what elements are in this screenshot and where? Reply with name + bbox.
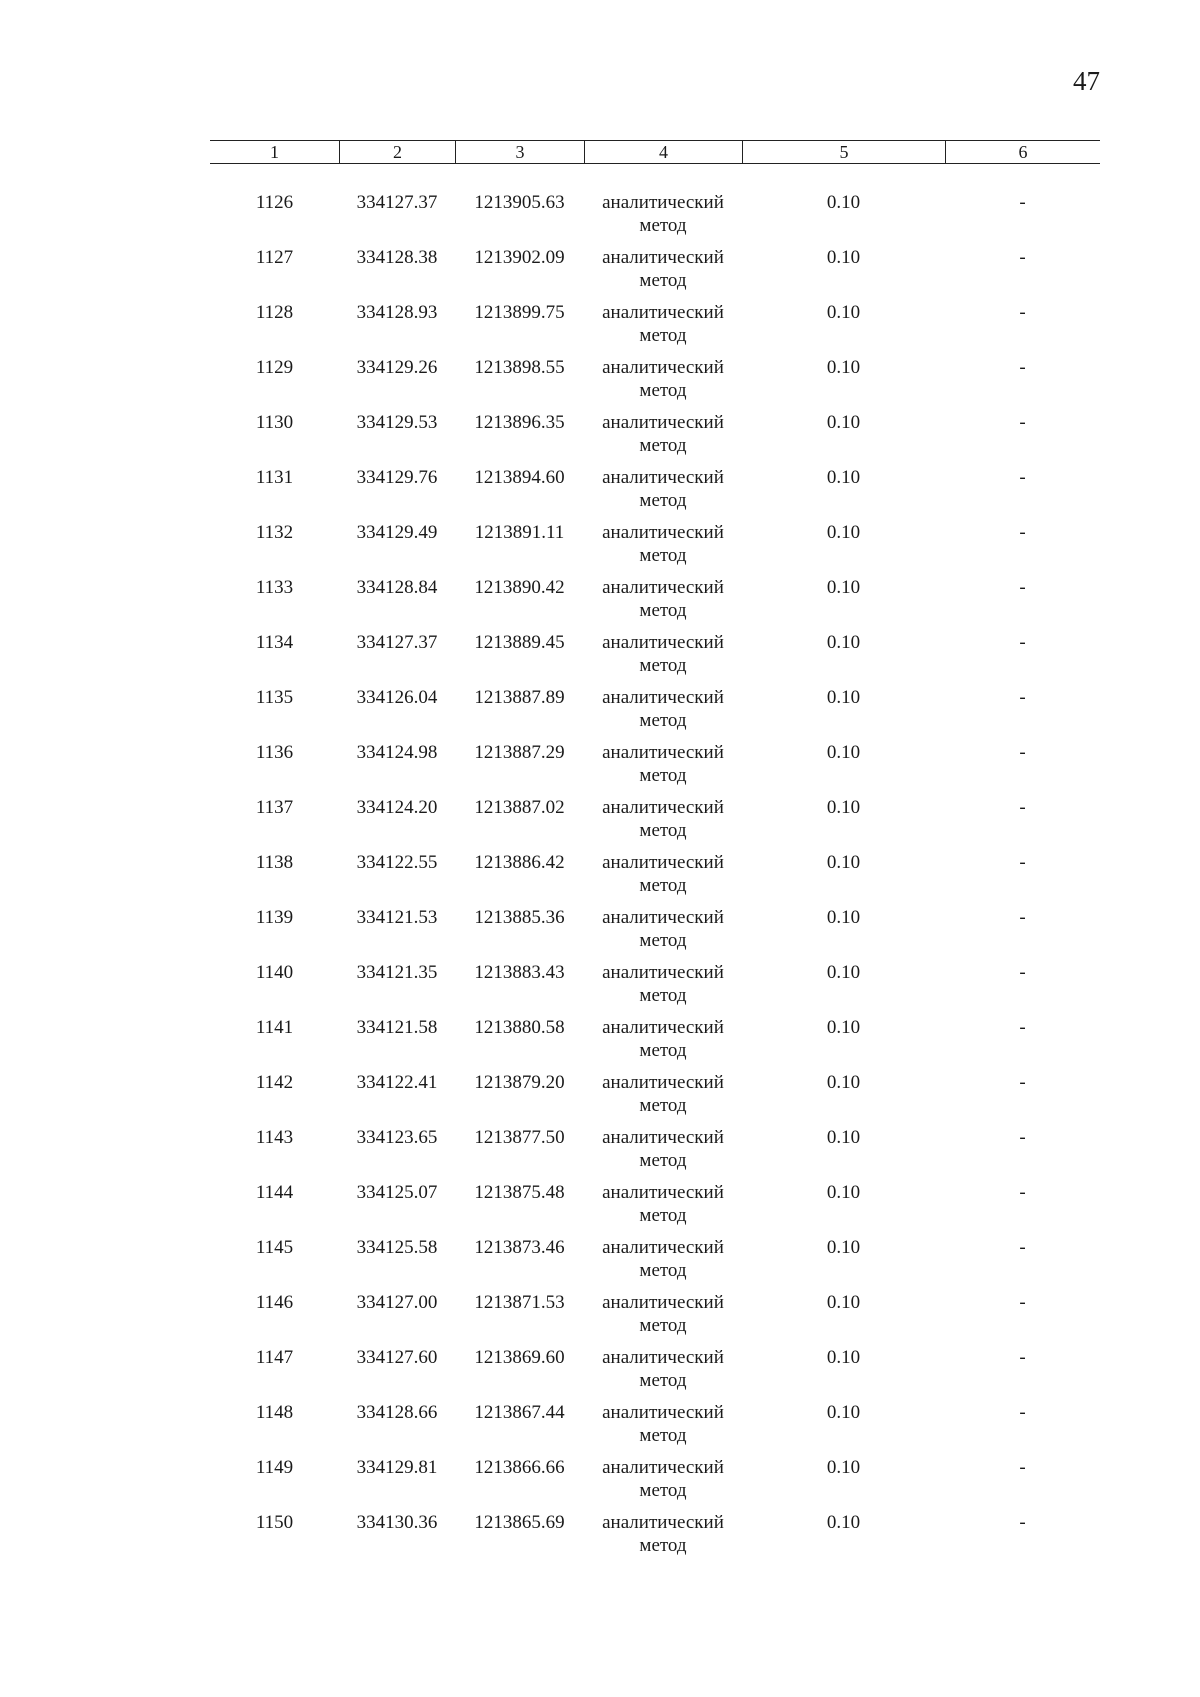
- method-line-2: метод: [639, 1260, 687, 1281]
- table-row: [210, 961, 1100, 1016]
- accuracy-cell: 0.10: [826, 1512, 861, 1533]
- y-coordinate-cell: 1213886.42: [474, 852, 565, 873]
- point-number-cell: 1141: [255, 1017, 294, 1038]
- accuracy-cell: 0.10: [826, 412, 861, 433]
- accuracy-cell: 0.10: [826, 247, 861, 268]
- method-line-2: метод: [639, 490, 687, 511]
- method-line-1: аналитический: [602, 1402, 724, 1423]
- method-line-2: метод: [639, 1150, 687, 1171]
- method-line-1: аналитический: [602, 852, 724, 873]
- y-coordinate-cell: 1213889.45: [474, 632, 565, 653]
- method-line-1: аналитический: [602, 247, 724, 268]
- x-coordinate-cell: 334128.93: [356, 302, 438, 323]
- x-coordinate-cell: 334124.20: [356, 797, 438, 818]
- note-cell: -: [1019, 1347, 1026, 1368]
- table-row: [210, 906, 1100, 961]
- method-line-2: метод: [639, 545, 687, 566]
- accuracy-cell: 0.10: [826, 577, 861, 598]
- method-line-2: метод: [639, 820, 687, 841]
- method-cell: [584, 521, 742, 576]
- note-cell: -: [1019, 302, 1026, 323]
- x-coordinate-cell: 334127.00: [356, 1292, 438, 1313]
- y-coordinate-cell: 1213867.44: [474, 1402, 565, 1423]
- table-row: [210, 686, 1100, 741]
- y-coordinate-cell: 1213894.60: [474, 467, 565, 488]
- y-coordinate-cell: 1213875.48: [474, 1182, 565, 1203]
- x-coordinate-cell: 334125.58: [356, 1237, 438, 1258]
- note-cell: -: [1019, 962, 1026, 983]
- method-cell: [584, 1291, 742, 1346]
- method-cell: [584, 191, 742, 246]
- accuracy-cell: 0.10: [826, 357, 861, 378]
- table-row: [210, 1511, 1100, 1566]
- table-row: [210, 796, 1100, 851]
- accuracy-cell: 0.10: [826, 1347, 861, 1368]
- table-row: [210, 851, 1100, 906]
- x-coordinate-cell: 334129.53: [356, 412, 438, 433]
- accuracy-cell: 0.10: [826, 962, 861, 983]
- x-coordinate-cell: 334129.81: [356, 1457, 438, 1478]
- method-line-2: метод: [639, 875, 687, 896]
- method-cell: [584, 1401, 742, 1456]
- note-cell: -: [1019, 1457, 1026, 1478]
- page-number: 47: [1073, 66, 1100, 96]
- table-row: [210, 191, 1100, 246]
- accuracy-cell: 0.10: [826, 687, 861, 708]
- method-line-1: аналитический: [602, 1017, 724, 1038]
- y-coordinate-cell: 1213891.11: [474, 522, 565, 543]
- table-body: [210, 191, 1100, 1566]
- y-coordinate-cell: 1213879.20: [474, 1072, 565, 1093]
- point-number-cell: 1149: [255, 1457, 294, 1478]
- note-cell: -: [1019, 1402, 1026, 1423]
- method-line-1: аналитический: [602, 742, 724, 763]
- column-header-1: 1: [270, 142, 279, 162]
- accuracy-cell: 0.10: [826, 522, 861, 543]
- accuracy-cell: 0.10: [826, 1017, 861, 1038]
- method-line-2: метод: [639, 930, 687, 951]
- method-line-1: аналитический: [602, 1072, 724, 1093]
- x-coordinate-cell: 334124.98: [356, 742, 438, 763]
- x-coordinate-cell: 334121.35: [356, 962, 438, 983]
- method-line-1: аналитический: [602, 467, 724, 488]
- note-cell: -: [1019, 1182, 1026, 1203]
- table-row: [210, 1291, 1100, 1346]
- method-line-1: аналитический: [602, 522, 724, 543]
- method-line-1: аналитический: [602, 302, 724, 323]
- point-number-cell: 1130: [255, 412, 294, 433]
- y-coordinate-cell: 1213902.09: [474, 247, 565, 268]
- x-coordinate-cell: 334122.55: [356, 852, 438, 873]
- x-coordinate-cell: 334128.84: [356, 577, 438, 598]
- note-cell: -: [1019, 412, 1026, 433]
- y-coordinate-cell: 1213873.46: [474, 1237, 565, 1258]
- table-row: [210, 1346, 1100, 1401]
- table-row: [210, 741, 1100, 796]
- note-cell: -: [1019, 357, 1026, 378]
- method-cell: [584, 1016, 742, 1071]
- note-cell: -: [1019, 522, 1026, 543]
- method-line-2: метод: [639, 1205, 687, 1226]
- accuracy-cell: 0.10: [826, 192, 861, 213]
- method-line-1: аналитический: [602, 1182, 724, 1203]
- table-row: [210, 1181, 1100, 1236]
- method-line-2: метод: [639, 215, 687, 236]
- note-cell: -: [1019, 192, 1026, 213]
- table-row: [210, 1016, 1100, 1071]
- method-cell: [584, 246, 742, 301]
- x-coordinate-cell: 334127.37: [356, 632, 438, 653]
- y-coordinate-cell: 1213898.55: [474, 357, 565, 378]
- point-number-cell: 1128: [255, 302, 294, 323]
- y-coordinate-cell: 1213885.36: [474, 907, 565, 928]
- point-number-cell: 1143: [255, 1127, 294, 1148]
- y-coordinate-cell: 1213869.60: [474, 1347, 565, 1368]
- method-line-1: аналитический: [602, 1347, 724, 1368]
- method-line-2: метод: [639, 435, 687, 456]
- note-cell: -: [1019, 1292, 1026, 1313]
- x-coordinate-cell: 334129.49: [356, 522, 438, 543]
- method-line-2: метод: [639, 1095, 687, 1116]
- x-coordinate-cell: 334121.58: [356, 1017, 438, 1038]
- y-coordinate-cell: 1213887.29: [474, 742, 565, 763]
- column-header-6: 6: [945, 141, 1100, 163]
- note-cell: -: [1019, 577, 1026, 598]
- y-coordinate-cell: 1213877.50: [474, 1127, 565, 1148]
- method-line-2: метод: [639, 325, 687, 346]
- table-row: [210, 631, 1100, 686]
- method-cell: [584, 356, 742, 411]
- note-cell: -: [1019, 1512, 1026, 1533]
- method-line-2: метод: [639, 1480, 687, 1501]
- y-coordinate-cell: 1213887.89: [474, 687, 565, 708]
- method-line-2: метод: [639, 1535, 687, 1556]
- column-header-4: 4: [584, 141, 742, 163]
- method-line-2: метод: [639, 1315, 687, 1336]
- accuracy-cell: 0.10: [826, 1457, 861, 1478]
- note-cell: -: [1019, 1237, 1026, 1258]
- method-line-2: метод: [639, 710, 687, 731]
- column-header-2: 2: [339, 141, 455, 163]
- method-cell: [584, 961, 742, 1016]
- y-coordinate-cell: 1213880.58: [474, 1017, 565, 1038]
- method-line-2: метод: [639, 1425, 687, 1446]
- note-cell: -: [1019, 907, 1026, 928]
- table-row: [210, 1456, 1100, 1511]
- method-line-2: метод: [639, 270, 687, 291]
- column-header-5: 5: [742, 141, 945, 163]
- x-coordinate-cell: 334123.65: [356, 1127, 438, 1148]
- method-cell: [584, 1236, 742, 1291]
- point-number-cell: 1145: [255, 1237, 294, 1258]
- accuracy-cell: 0.10: [826, 742, 861, 763]
- note-cell: -: [1019, 1072, 1026, 1093]
- x-coordinate-cell: 334126.04: [356, 687, 438, 708]
- method-line-2: метод: [639, 600, 687, 621]
- note-cell: -: [1019, 1017, 1026, 1038]
- x-coordinate-cell: 334128.66: [356, 1402, 438, 1423]
- method-cell: [584, 1456, 742, 1511]
- point-number-cell: 1133: [255, 577, 294, 598]
- note-cell: -: [1019, 852, 1026, 873]
- point-number-cell: 1131: [255, 467, 294, 488]
- point-number-cell: 1132: [255, 522, 294, 543]
- y-coordinate-cell: 1213887.02: [474, 797, 565, 818]
- point-number-cell: 1140: [255, 962, 294, 983]
- table-row: [210, 521, 1100, 576]
- method-cell: [584, 686, 742, 741]
- table-row: [210, 411, 1100, 466]
- point-number-cell: 1146: [255, 1292, 294, 1313]
- table-row: [210, 246, 1100, 301]
- point-number-cell: 1136: [255, 742, 294, 763]
- method-cell: [584, 576, 742, 631]
- method-line-2: метод: [639, 985, 687, 1006]
- note-cell: -: [1019, 687, 1026, 708]
- method-line-1: аналитический: [602, 797, 724, 818]
- point-number-cell: 1147: [255, 1347, 294, 1368]
- accuracy-cell: 0.10: [826, 302, 861, 323]
- y-coordinate-cell: 1213896.35: [474, 412, 565, 433]
- method-line-1: аналитический: [602, 1512, 724, 1533]
- method-cell: [584, 1071, 742, 1126]
- method-cell: [584, 1181, 742, 1236]
- point-number-cell: 1150: [255, 1512, 294, 1533]
- table-header: [210, 140, 1100, 164]
- column-header-3: 3: [455, 141, 584, 163]
- method-cell: [584, 1346, 742, 1401]
- method-line-1: аналитический: [602, 577, 724, 598]
- method-cell: [584, 851, 742, 906]
- table-row: [210, 356, 1100, 411]
- accuracy-cell: 0.10: [826, 907, 861, 928]
- point-number-cell: 1129: [255, 357, 294, 378]
- accuracy-cell: 0.10: [826, 1237, 861, 1258]
- y-coordinate-cell: 1213866.66: [474, 1457, 565, 1478]
- x-coordinate-cell: 334127.60: [356, 1347, 438, 1368]
- point-number-cell: 1126: [255, 192, 294, 213]
- note-cell: -: [1019, 1127, 1026, 1148]
- point-number-cell: 1142: [255, 1072, 294, 1093]
- method-line-1: аналитический: [602, 1237, 724, 1258]
- method-cell: [584, 411, 742, 466]
- method-line-2: метод: [639, 1040, 687, 1061]
- accuracy-cell: 0.10: [826, 1182, 861, 1203]
- method-cell: [584, 466, 742, 521]
- method-line-1: аналитический: [602, 962, 724, 983]
- method-line-1: аналитический: [602, 357, 724, 378]
- x-coordinate-cell: 334129.26: [356, 357, 438, 378]
- method-cell: [584, 741, 742, 796]
- note-cell: -: [1019, 742, 1026, 763]
- accuracy-cell: 0.10: [826, 797, 861, 818]
- y-coordinate-cell: 1213871.53: [474, 1292, 565, 1313]
- method-line-1: аналитический: [602, 1457, 724, 1478]
- y-coordinate-cell: 1213899.75: [474, 302, 565, 323]
- accuracy-cell: 0.10: [826, 632, 861, 653]
- accuracy-cell: 0.10: [826, 852, 861, 873]
- accuracy-cell: 0.10: [826, 1402, 861, 1423]
- x-coordinate-cell: 334125.07: [356, 1182, 438, 1203]
- note-cell: -: [1019, 467, 1026, 488]
- x-coordinate-cell: 334128.38: [356, 247, 438, 268]
- method-line-2: метод: [639, 765, 687, 786]
- x-coordinate-cell: 334122.41: [356, 1072, 438, 1093]
- method-line-1: аналитический: [602, 1127, 724, 1148]
- method-line-2: метод: [639, 1370, 687, 1391]
- accuracy-cell: 0.10: [826, 1072, 861, 1093]
- method-line-2: метод: [639, 380, 687, 401]
- method-line-1: аналитический: [602, 412, 724, 433]
- method-cell: [584, 906, 742, 961]
- table-row: [210, 1126, 1100, 1181]
- accuracy-cell: 0.10: [826, 1127, 861, 1148]
- table-row: [210, 1071, 1100, 1126]
- point-number-cell: 1135: [255, 687, 294, 708]
- note-cell: -: [1019, 247, 1026, 268]
- method-line-2: метод: [639, 655, 687, 676]
- method-line-1: аналитический: [602, 192, 724, 213]
- point-number-cell: 1127: [255, 247, 294, 268]
- y-coordinate-cell: 1213905.63: [474, 192, 565, 213]
- x-coordinate-cell: 334130.36: [356, 1512, 438, 1533]
- method-cell: [584, 1511, 742, 1566]
- method-cell: [584, 1126, 742, 1181]
- x-coordinate-cell: 334129.76: [356, 467, 438, 488]
- method-line-1: аналитический: [602, 632, 724, 653]
- method-cell: [584, 301, 742, 356]
- point-number-cell: 1138: [255, 852, 294, 873]
- table-row: [210, 1401, 1100, 1456]
- accuracy-cell: 0.10: [826, 1292, 861, 1313]
- table-row: [210, 1236, 1100, 1291]
- note-cell: -: [1019, 632, 1026, 653]
- point-number-cell: 1139: [255, 907, 294, 928]
- y-coordinate-cell: 1213865.69: [474, 1512, 565, 1533]
- point-number-cell: 1144: [255, 1182, 294, 1203]
- table-row: [210, 301, 1100, 356]
- note-cell: -: [1019, 797, 1026, 818]
- method-cell: [584, 631, 742, 686]
- x-coordinate-cell: 334127.37: [356, 192, 438, 213]
- method-line-1: аналитический: [602, 687, 724, 708]
- x-coordinate-cell: 334121.53: [356, 907, 438, 928]
- table-row: [210, 466, 1100, 521]
- method-line-1: аналитический: [602, 907, 724, 928]
- point-number-cell: 1148: [255, 1402, 294, 1423]
- point-number-cell: 1134: [255, 632, 294, 653]
- accuracy-cell: 0.10: [826, 467, 861, 488]
- y-coordinate-cell: 1213883.43: [474, 962, 565, 983]
- method-line-1: аналитический: [602, 1292, 724, 1313]
- method-cell: [584, 796, 742, 851]
- point-number-cell: 1137: [255, 797, 294, 818]
- y-coordinate-cell: 1213890.42: [474, 577, 565, 598]
- table-row: [210, 576, 1100, 631]
